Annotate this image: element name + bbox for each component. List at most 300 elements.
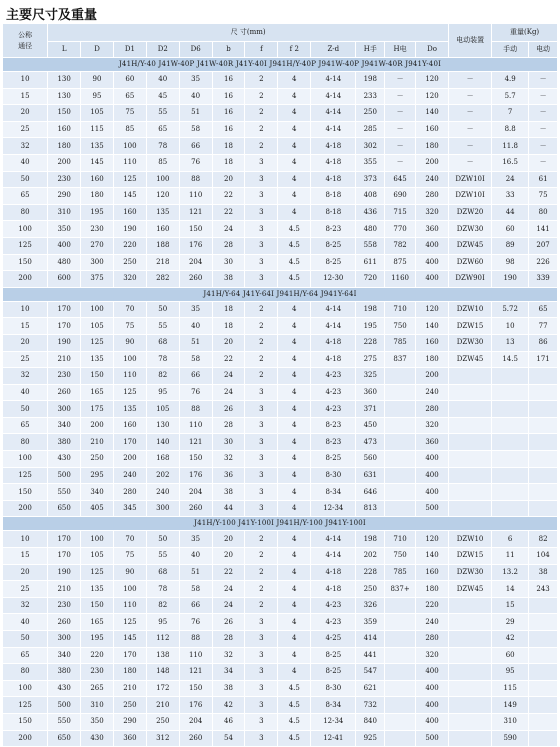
table-cell: 621 [356,680,385,697]
table-cell: 228 [356,564,385,581]
table-cell: 2 [245,548,278,565]
table-cell: 12-30 [311,271,356,288]
col-do: Do [415,42,448,58]
table-cell: 33 [492,188,529,205]
table-cell: 8-23 [311,417,356,434]
table-cell: 130 [48,72,81,89]
table-cell: 51 [179,105,212,122]
table-row [3,548,558,565]
table-cell: － [529,72,558,89]
col-D6: D6 [179,42,212,58]
nominal-diameter-cell: 40 [3,614,48,631]
table-cell: 110 [179,188,212,205]
table-cell: 4 [278,401,311,418]
table-cell: 355 [356,154,385,171]
table-cell: 11 [492,548,529,565]
table-cell: 140 [146,434,179,451]
table-cell [492,484,529,501]
table-cell: 85 [146,154,179,171]
table-cell: 105 [146,401,179,418]
table-cell: 188 [146,237,179,254]
table-cell: 3 [245,204,278,221]
table-cell: 85 [113,121,146,138]
table-cell [492,417,529,434]
table-cell: － [385,138,416,155]
nominal-diameter-cell: 80 [3,434,48,451]
nominal-diameter-cell: 150 [3,254,48,271]
table-cell: 310 [81,697,114,714]
table-cell: 65 [529,301,558,318]
table-cell: 260 [179,730,212,747]
table-cell: 26 [212,401,245,418]
table-cell: 24 [212,368,245,385]
table-cell: 4-18 [311,154,356,171]
table-cell: 400 [415,664,448,681]
table-cell: 60 [492,221,529,238]
table-cell: 4.5 [278,680,311,697]
table-cell: 2 [245,72,278,89]
table-cell: 40 [146,72,179,89]
table-cell: 8-23 [311,221,356,238]
table-cell: 115 [492,680,529,697]
table-cell: 240 [113,467,146,484]
table-cell: 60 [492,647,529,664]
table-cell: 148 [146,664,179,681]
table-cell: 82 [146,368,179,385]
table-cell: 280 [415,401,448,418]
table-cell: 204 [179,484,212,501]
table-cell: 4 [278,351,311,368]
table-cell: 66 [179,138,212,155]
table-cell: 240 [146,484,179,501]
table-cell: 5.72 [492,301,529,318]
table-row [3,318,558,335]
table-cell: 875 [385,254,416,271]
table-cell: 120 [415,72,448,89]
table-row [3,614,558,631]
table-cell: 550 [48,713,81,730]
table-cell: DZW45 [449,237,492,254]
table-cell: 500 [415,730,448,747]
table-cell [385,467,416,484]
table-cell: 58 [179,121,212,138]
table-cell: 16 [212,72,245,89]
table-cell: 180 [48,138,81,155]
table-cell: 750 [385,318,416,335]
table-cell [492,500,529,517]
table-cell: 18 [212,154,245,171]
table-cell: 90 [113,334,146,351]
table-cell [449,500,492,517]
table-cell: 38 [529,564,558,581]
table-cell [529,384,558,401]
table-cell: 4 [278,434,311,451]
table-cell: 400 [415,713,448,730]
table-cell: 68 [146,334,179,351]
table-cell [385,417,416,434]
table-cell: － [385,88,416,105]
table-cell: 240 [415,384,448,401]
nominal-diameter-cell: 50 [3,401,48,418]
table-cell: 302 [356,138,385,155]
table-cell: 171 [529,351,558,368]
section-model-label: J41H/Y-100 J41Y-100I J941H/Y-100 J941Y-100I [3,517,558,531]
table-cell [449,451,492,468]
table-cell: 125 [113,171,146,188]
table-cell: 65 [113,88,146,105]
table-cell: 4 [278,301,311,318]
table-cell: 8-25 [311,254,356,271]
table-cell: 170 [113,434,146,451]
table-cell: 500 [415,500,448,517]
table-cell: 300 [81,254,114,271]
table-cell: 16 [212,121,245,138]
table-cell: 14.5 [492,351,529,368]
table-cell: 100 [81,531,114,548]
table-cell: 145 [81,154,114,171]
table-cell: 430 [48,680,81,697]
table-cell [529,730,558,747]
table-cell: 3 [245,451,278,468]
nominal-diameter-cell: 32 [3,368,48,385]
table-cell: 4-14 [311,121,356,138]
table-cell: 35 [179,531,212,548]
table-cell: 8-23 [311,434,356,451]
table-cell: 170 [48,548,81,565]
table-cell: 250 [356,105,385,122]
nominal-diameter-cell: 200 [3,271,48,288]
table-cell: 176 [179,697,212,714]
table-cell: 785 [385,564,416,581]
table-cell: 4-18 [311,171,356,188]
table-cell: 110 [179,647,212,664]
table-cell: 10 [492,318,529,335]
table-cell: 8-25 [311,664,356,681]
col-f: f [245,42,278,58]
table-cell: － [385,121,416,138]
table-row [3,105,558,122]
table-row [3,730,558,747]
table-cell: 2 [245,334,278,351]
table-cell: 4 [278,171,311,188]
nominal-diameter-cell: 80 [3,204,48,221]
table-cell: 2 [245,121,278,138]
table-cell: 76 [179,154,212,171]
table-cell: 170 [48,301,81,318]
table-cell: 2 [245,138,278,155]
table-cell: 200 [415,368,448,385]
table-cell: 4 [278,417,311,434]
table-cell: 645 [385,171,416,188]
nominal-diameter-cell: 15 [3,318,48,335]
table-cell: 925 [356,730,385,747]
table-cell [385,664,416,681]
table-cell: 100 [113,138,146,155]
table-cell: 160 [81,171,114,188]
table-cell: 4.5 [278,697,311,714]
table-cell: DZW45 [449,581,492,598]
table-cell: 3 [245,384,278,401]
table-cell: 140 [415,318,448,335]
table-cell: 121 [179,664,212,681]
table-cell: 150 [179,680,212,697]
col-b: b [212,42,245,58]
table-cell: － [529,154,558,171]
table-cell: 86 [529,334,558,351]
nominal-diameter-cell: 125 [3,237,48,254]
table-cell: 260 [48,614,81,631]
nominal-diameter-cell: 80 [3,664,48,681]
table-cell: 4 [278,484,311,501]
table-cell: 195 [356,318,385,335]
table-cell: 4-14 [311,548,356,565]
table-cell: 36 [212,467,245,484]
table-cell: 380 [48,434,81,451]
table-cell: 3 [245,647,278,664]
table-cell [449,467,492,484]
table-cell: 207 [529,237,558,254]
table-cell: 375 [81,271,114,288]
table-cell [385,484,416,501]
table-cell: 312 [146,730,179,747]
table-cell: 170 [48,531,81,548]
table-cell: 110 [179,417,212,434]
table-cell: 4-14 [311,72,356,89]
table-cell: 76 [179,614,212,631]
table-cell: 120 [415,88,448,105]
table-cell: 38 [212,484,245,501]
col-weight-electric: 电动 [529,42,558,58]
table-cell: 150 [81,597,114,614]
table-cell: 66 [179,368,212,385]
table-cell: 42 [492,631,529,648]
table-cell: 78 [146,581,179,598]
weight-group-header: 重量(Kg) [492,24,558,42]
table-cell: 15 [492,597,529,614]
table-cell: 51 [179,564,212,581]
table-cell [449,484,492,501]
table-cell: 3 [245,254,278,271]
table-cell: 359 [356,614,385,631]
table-cell: 400 [415,484,448,501]
table-cell [449,384,492,401]
nominal-diameter-cell: 100 [3,680,48,697]
table-cell: 200 [81,417,114,434]
table-cell: 125 [113,614,146,631]
table-cell [449,434,492,451]
table-cell: 160 [415,564,448,581]
table-cell: 8-34 [311,697,356,714]
table-cell: 130 [48,88,81,105]
table-cell: 4 [278,204,311,221]
table-row [3,171,558,188]
table-cell: 24 [212,221,245,238]
nominal-diameter-cell: 200 [3,500,48,517]
table-cell: 138 [146,647,179,664]
table-cell: 400 [415,237,448,254]
table-cell: 88 [179,631,212,648]
table-cell: 190 [492,271,529,288]
table-cell: 715 [385,204,416,221]
table-cell: 40 [179,88,212,105]
table-row [3,664,558,681]
col-L: L [48,42,81,58]
table-cell: 3 [245,271,278,288]
table-cell [492,384,529,401]
table-cell: 230 [81,221,114,238]
table-cell: 2 [245,351,278,368]
table-cell: 198 [356,301,385,318]
table-cell [529,664,558,681]
table-cell: 125 [113,384,146,401]
table-cell: 360 [415,434,448,451]
table-cell: 243 [529,581,558,598]
table-cell [529,368,558,385]
table-cell: 90 [113,564,146,581]
table-cell: 76 [179,384,212,401]
table-cell [449,401,492,418]
table-cell: 190 [48,564,81,581]
table-cell: 400 [415,254,448,271]
table-cell: 8-18 [311,204,356,221]
nominal-diameter-cell: 20 [3,564,48,581]
table-cell: 230 [48,597,81,614]
table-cell: 4 [278,664,311,681]
table-cell: 82 [529,531,558,548]
table-cell: 360 [356,384,385,401]
table-cell: 210 [48,581,81,598]
table-cell: 202 [146,467,179,484]
table-cell [449,664,492,681]
table-cell: 198 [356,531,385,548]
table-row [3,237,558,254]
table-cell: 240 [415,171,448,188]
table-cell: 22 [212,204,245,221]
table-cell: 28 [212,237,245,254]
table-cell: 8-34 [311,484,356,501]
table-cell: 2 [245,301,278,318]
table-row [3,188,558,205]
table-cell: 104 [529,548,558,565]
table-cell: 250 [146,713,179,730]
table-cell: 8-25 [311,451,356,468]
table-cell: 4-23 [311,597,356,614]
table-cell: － [449,72,492,89]
table-cell: 55 [146,318,179,335]
table-cell: － [529,121,558,138]
table-cell: － [449,154,492,171]
table-cell: 160 [48,121,81,138]
table-cell: 77 [529,318,558,335]
table-cell: 260 [179,500,212,517]
table-cell: 176 [179,467,212,484]
table-cell: 45 [146,88,179,105]
table-cell [385,697,416,714]
table-cell: 230 [48,368,81,385]
table-cell: 430 [48,451,81,468]
table-cell: 3 [245,237,278,254]
table-cell: 282 [146,271,179,288]
table-cell: － [529,138,558,155]
table-row [3,138,558,155]
table-row [3,531,558,548]
table-cell: － [449,121,492,138]
table-cell [529,697,558,714]
table-cell: 473 [356,434,385,451]
table-cell: 400 [415,451,448,468]
table-cell: 68 [146,564,179,581]
table-cell: 54 [212,730,245,747]
table-cell: 228 [356,334,385,351]
table-cell: 590 [492,730,529,747]
table-cell: 180 [113,664,146,681]
table-cell: 360 [415,221,448,238]
table-cell: 4-14 [311,88,356,105]
table-cell: 4.5 [278,713,311,730]
table-cell: 44 [492,204,529,221]
table-cell: － [385,72,416,89]
table-cell: 135 [81,351,114,368]
table-cell: 320 [415,204,448,221]
table-cell: 558 [356,237,385,254]
table-cell: 3 [245,713,278,730]
table-cell: 55 [146,105,179,122]
table-cell [449,697,492,714]
section-header-row [3,58,558,72]
table-cell: 220 [113,237,146,254]
table-cell [492,401,529,418]
table-cell: 233 [356,88,385,105]
table-cell: 326 [356,597,385,614]
table-cell: DZW10 [449,301,492,318]
table-cell: 4 [278,631,311,648]
dimensions-group-header: 尺 寸(mm) [48,24,449,42]
nominal-diameter-cell: 100 [3,221,48,238]
table-cell: 340 [48,417,81,434]
table-cell: 4 [278,88,311,105]
table-cell: － [529,105,558,122]
table-cell: － [449,138,492,155]
table-cell: 560 [356,451,385,468]
page-title: 主要尺寸及重量 [6,8,98,23]
table-cell: 8-30 [311,680,356,697]
table-cell: 8.8 [492,121,529,138]
table-cell: 150 [179,451,212,468]
table-cell: 46 [212,713,245,730]
table-cell: 42 [212,697,245,714]
table-cell: 190 [113,221,146,238]
table-cell: 230 [81,664,114,681]
nominal-diameter-cell: 100 [3,451,48,468]
table-cell: 16 [212,88,245,105]
table-cell: 195 [81,631,114,648]
table-cell: 32 [212,451,245,468]
table-cell: 3 [245,664,278,681]
table-cell [385,647,416,664]
table-cell: 18 [212,301,245,318]
table-cell: 2 [245,368,278,385]
table-cell [529,614,558,631]
table-cell: 51 [179,334,212,351]
table-cell [449,597,492,614]
table-cell: 12-34 [311,713,356,730]
table-cell: 100 [81,301,114,318]
table-cell: 813 [356,500,385,517]
table-cell: 750 [385,548,416,565]
table-cell: 837 [385,351,416,368]
table-cell: 195 [81,204,114,221]
table-cell: 2 [245,597,278,614]
